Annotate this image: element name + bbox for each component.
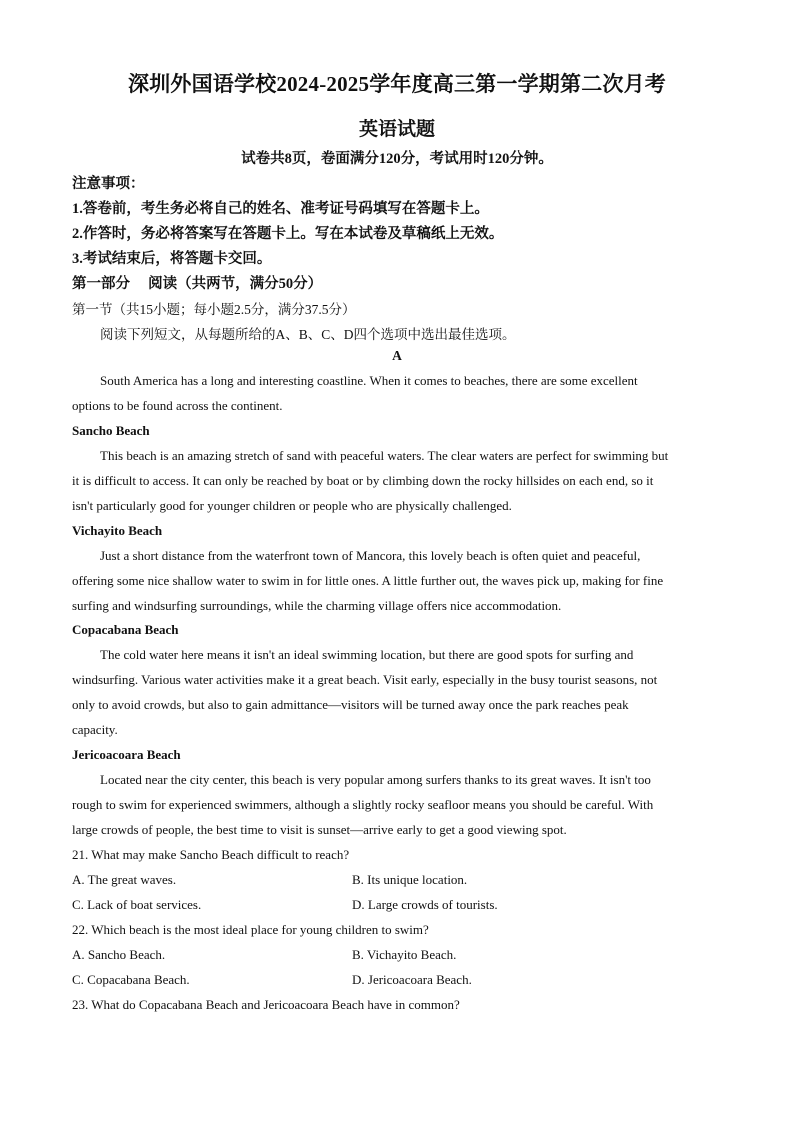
passage-label: A [392,348,402,363]
beach-heading: Copacabana Beach [72,622,179,637]
option-b: B. Its unique location. [352,872,468,887]
paragraph-line: The cold water here means it isn't an ideal swimming location, but there are good spots for surfing and [100,647,634,662]
part-heading: 第一部分 阅读（共两节，满分50分） [72,276,323,292]
option-a: A. Sancho Beach. [72,947,166,962]
option-d: D. Large crowds of tourists. [352,897,498,912]
paragraph-line: offering some nice shallow water to swim in for little ones. A little further out, the waves pick up, making for fine [72,573,664,588]
option-d: D. Jericoacoara Beach. [352,972,472,987]
option-a: A. The great waves. [72,872,177,887]
subject-title: 英语试题 [358,119,435,140]
paragraph-line: rough to swim for experienced swimmers, although a slightly rocky seafloor means you should be careful. With [72,797,654,812]
beach-heading: Jericoacoara Beach [72,747,181,762]
instruction: 阅读下列短文，从每题所给的A、B、C、D四个选项中选出最佳选项。 [100,327,516,342]
paragraph-line: capacity. [72,722,118,737]
note-item: 1.答卷前，考生务必将自己的姓名、准考证号码填写在答题卡上。 [72,201,489,217]
paragraph-line: Just a short distance from the waterfront town of Mancora, this lovely beach is often quiet and peaceful, [100,548,641,563]
option-c: C. Copacabana Beach. [72,972,190,987]
passage-intro-line: South America has a long and interesting coastline. When it comes to beaches, there are some excellent [100,373,638,388]
exam-info: 试卷共8页，卷面满分120分，考试用时120分钟。 [241,151,553,167]
section-heading: 第一节（共15小题；每小题2.5分，满分37.5分） [72,302,356,317]
note-item: 3.考试结束后，将答题卡交回。 [72,251,272,267]
notes-heading: 注意事项： [72,176,145,192]
option-c: C. Lack of boat services. [72,897,202,912]
question-stem: 21. What may make Sancho Beach difficult to reach? [72,847,350,862]
paragraph-line: it is difficult to access. It can only be reached by boat or by climbing down the rocky hillsides on each end, so it [72,473,654,488]
paragraph-line: only to avoid crowds, but also to gain admittance—visitors will be turned away once the park reaches peak [72,697,629,712]
paragraph-line: Located near the city center, this beach is very popular among surfers thanks to its great waves. It isn't too [100,772,651,787]
option-b: B. Vichayito Beach. [352,947,457,962]
beach-heading: Sancho Beach [72,423,150,438]
paragraph-line: surfing and windsurfing surroundings, while the charming village offers nice accommodation. [72,598,562,613]
question-stem: 23. What do Copacabana Beach and Jericoacoara Beach have in common? [72,997,460,1012]
note-item: 2.作答时，务必将答案写在答题卡上。写在本试卷及草稿纸上无效。 [72,226,504,242]
beach-heading: Vichayito Beach [72,523,163,538]
exam-title: 深圳外国语学校2024-2025学年度高三第一学期第二次月考 [128,72,666,96]
paragraph-line: This beach is an amazing stretch of sand with peaceful waters. The clear waters are perfect for swimming but [100,448,669,463]
passage-intro-line: options to be found across the continent. [72,398,283,413]
paragraph-line: large crowds of people, the best time to visit is sunset—arrive early to get a good viewing spot. [72,822,567,837]
question-stem: 22. Which beach is the most ideal place for young children to swim? [72,922,429,937]
paragraph-line: isn't particularly good for younger children or people who are physically challenged. [72,498,512,513]
paragraph-line: windsurfing. Various water activities make it a great beach. Visit early, especially in the busy tourist seasons, not [72,672,658,687]
